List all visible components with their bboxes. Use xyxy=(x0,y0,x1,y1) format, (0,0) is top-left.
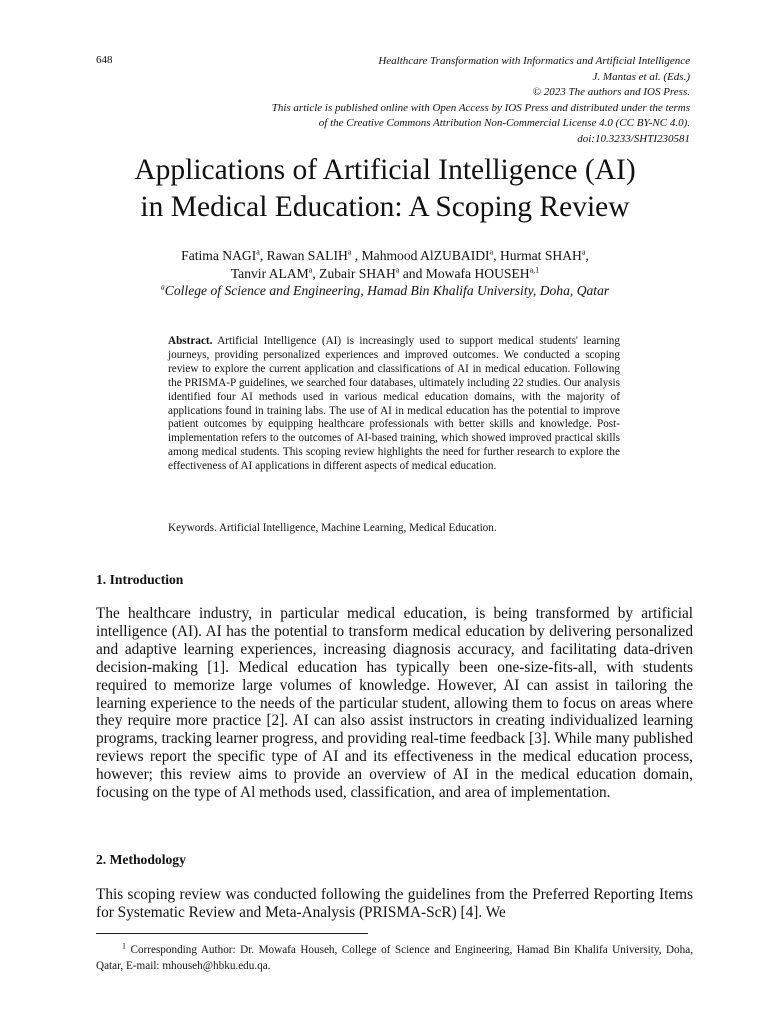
footnote-divider xyxy=(96,933,368,934)
copyright: © 2023 The authors and IOS Press. xyxy=(532,86,690,99)
author-line-1 xyxy=(60,247,710,265)
author-name: , Mahmood AlZUBAIDI xyxy=(351,248,490,263)
doi: doi:10.3233/SHTI230581 xyxy=(577,132,690,145)
affiliation xyxy=(60,282,710,300)
title-line-2: in Medical Education: A Scoping Review xyxy=(140,191,630,223)
introduction-paragraph: The healthcare industry, in particular medical education, is being transformed by artificial intelligence (AI). AI has the potential to transform medical education by delivering personalized and adaptive learning experiences, increasing diagnosis accuracy, and facilitating data-driven decision-making [1]. Medical education has typically been one-size-fits-all, with students required to memorize large volumes of knowledge. However, AI can assist in tailoring the learning experience to the needs of the particular student, allowing them to focus on areas where they require more practice [2]. AI can also assist instructors in creating individualized learning programs, tracking learner progress, and providing real-time feedback [3]. While many published reviews report the specific type of AI and its effectiveness in the medical education process, however; this review aims to provide an overview of AI in the medical education domain, focusing on the type of Al methods used, classification, and area of implementation. xyxy=(96,605,693,802)
affiliation-mark: a,1 xyxy=(529,264,540,274)
affiliation-mark: a xyxy=(308,264,313,274)
author-block xyxy=(60,247,710,300)
affiliation-mark: a xyxy=(347,247,352,257)
paper-title xyxy=(60,152,710,226)
author-separator: , xyxy=(585,248,589,263)
license-line-1: This article is published online with Open Access by IOS Press and distributed under the terms xyxy=(271,101,690,114)
abstract xyxy=(168,335,620,474)
license-line-2: of the Creative Commons Attribution Non-Commercial License 4.0 (CC BY-NC 4.0). xyxy=(318,117,690,130)
page-number: 648 xyxy=(96,54,113,66)
author-name: Fatima NAGI xyxy=(181,248,257,263)
abstract-label: Abstract. xyxy=(168,335,213,347)
methodology-paragraph: This scoping review was conducted following the guidelines from the Preferred Reporting Items for Systematic Review and Meta-Analysis (PRISMA-ScR) [4]. We xyxy=(96,886,693,921)
affiliation-mark: a xyxy=(489,247,494,257)
author-name: , Rawan SALIH xyxy=(259,248,348,263)
footnote xyxy=(96,942,693,974)
footnote-text: Corresponding Author: Dr. Mowafa Househ, College of Science and Engineering, Hamad Bin Khalifa University, Doha, Qatar, E-mail: mhouseh@hbku.edu.qa. xyxy=(96,944,693,972)
author-name: , Zubair SHAH xyxy=(312,265,396,281)
affiliation-mark: a xyxy=(581,247,586,257)
author-name: Tanvir ALAM xyxy=(230,265,309,281)
footnote-mark: 1 xyxy=(122,941,126,951)
author-name: , Hurmat SHAH xyxy=(493,248,582,263)
title-line-1: Applications of Artificial Intelligence (AI) xyxy=(134,154,636,186)
affiliation-text: College of Science and Engineering, Hamad Bin Khalifa University, Doha, Qatar xyxy=(164,283,610,298)
book-title: Healthcare Transformation with Informatics and Artificial Intelligence xyxy=(378,55,690,67)
affiliation-mark: a xyxy=(160,282,165,292)
abstract-text: Artificial Intelligence (AI) is increasingly used to support medical students' learning journeys, providing personalized experiences and improved outcomes. We conducted a scoping review to explore the current application and classifications of AI in medical education. Following the PRISMA-P guidelines, we searched four databases, ultimately including 22 studies. Our analysis identified four AI methods used in various medical education domains, with the majority of applications found in training labs. The use of AI in medical education has the potential to improve patient outcomes by equipping healthcare professionals with better skills and knowledge. Post-implementation refers to the outcomes of AI-based training, which showed improved practical skills among medical students. This scoping review highlights the need for further research to explore the effectiveness of AI applications in different aspects of medical education. xyxy=(168,335,620,473)
running-header xyxy=(272,54,690,148)
keywords: Keywords. Artificial Intelligence, Machine Learning, Medical Education. xyxy=(168,522,497,534)
affiliation-mark: a xyxy=(256,247,260,257)
author-line-2 xyxy=(60,265,710,283)
section-heading-methodology: 2. Methodology xyxy=(96,852,186,867)
affiliation-mark: a xyxy=(395,264,400,274)
section-heading-introduction: 1. Introduction xyxy=(96,572,184,587)
editors: J. Mantas et al. (Eds.) xyxy=(592,70,690,83)
author-name: and Mowafa HOUSEH xyxy=(399,265,530,281)
